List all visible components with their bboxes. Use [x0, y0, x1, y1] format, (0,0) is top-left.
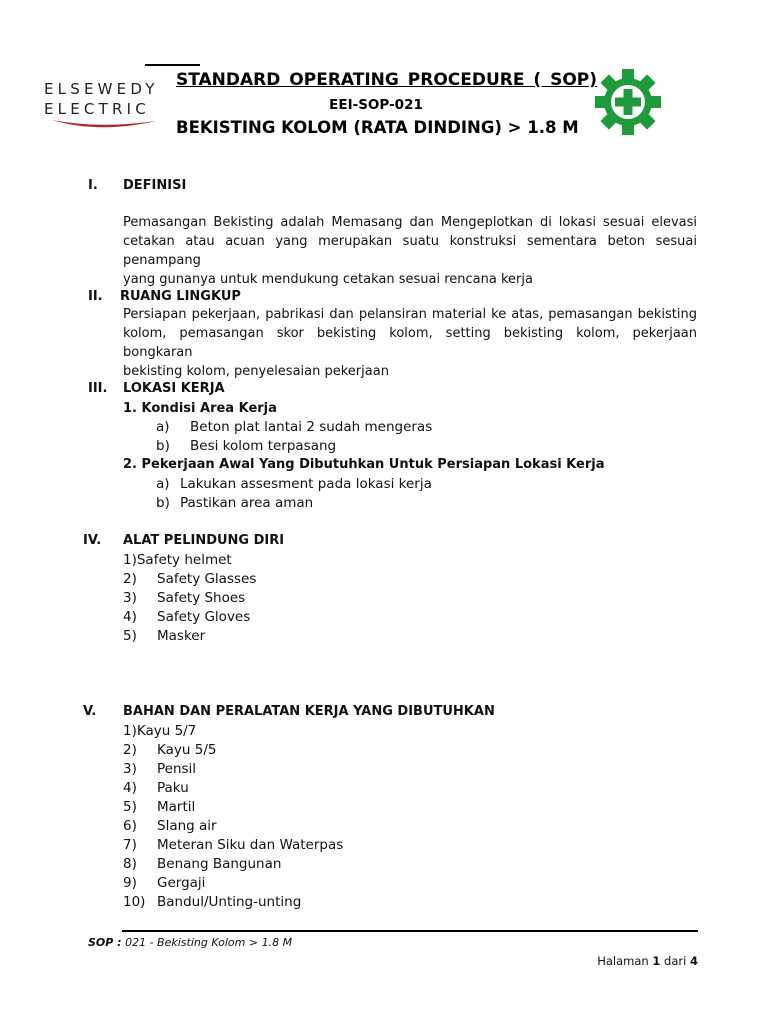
- item-mark: 5): [123, 799, 137, 815]
- item-mark: 2): [123, 742, 137, 758]
- section-3-title: LOKASI KERJA: [123, 381, 225, 396]
- item-mark: 4): [123, 780, 137, 796]
- footer-sop-text: 021 - Bekisting Kolom > 1.8 M: [121, 936, 293, 949]
- logo-line-1: ELSEWEDY: [44, 80, 159, 98]
- item-text: Lakukan assesment pada lokasi kerja: [180, 476, 432, 492]
- item-text: Besi kolom terpasang: [190, 438, 337, 454]
- list-item: [123, 875, 343, 894]
- item-mark: 4): [123, 609, 137, 625]
- list-item: [123, 894, 343, 913]
- section-4-item-2: [123, 571, 256, 587]
- item-text: Safety Gloves: [157, 609, 251, 625]
- list-item: [123, 761, 343, 780]
- section-4-item-4: [123, 609, 250, 625]
- section-3-sub-1-item-b: [156, 438, 336, 454]
- top-rule: [145, 64, 200, 66]
- item-text: Slang air: [157, 818, 217, 834]
- item-mark: 10): [123, 894, 146, 910]
- section-4-item-1: 1)Safety helmet: [123, 552, 232, 568]
- section-1-line-1: Pemasangan Bekisting adalah Memasang dan Mengeplotkan di lokasi sesuai elevasi: [123, 215, 697, 230]
- document-code: EEI-SOP-021: [329, 97, 423, 113]
- page-total: 4: [689, 954, 698, 968]
- section-5-title: BAHAN DAN PERALATAN KERJA YANG DIBUTUHKAN: [123, 704, 495, 719]
- section-4-item-3: [123, 590, 245, 606]
- document-title: STANDARD OPERATING PROCEDURE ( SOP): [176, 70, 598, 90]
- section-3-number: III.: [88, 381, 108, 396]
- section-5-item-1: 1)Kayu 5/7: [123, 723, 197, 739]
- section-2-line-3: bekisting kolom, penyelesaian pekerjaan: [123, 364, 389, 379]
- section-1-body: [123, 213, 697, 289]
- item-text: Pensil: [157, 761, 197, 777]
- item-text: Kayu 5/5: [157, 742, 217, 758]
- item-mark: b): [156, 438, 170, 454]
- item-mark: 3): [123, 761, 137, 777]
- section-1-number: I.: [88, 178, 98, 193]
- footer-rule: [122, 930, 698, 932]
- document-subtitle: BEKISTING KOLOM (RATA DINDING) > 1.8 M: [176, 118, 579, 137]
- item-text: Meteran Siku dan Waterpas: [157, 837, 344, 853]
- item-text: Safety Glasses: [157, 571, 257, 587]
- section-3-sub-1: 1. Kondisi Area Kerja: [123, 401, 277, 416]
- section-4-title: ALAT PELINDUNG DIRI: [123, 533, 285, 548]
- list-item: [123, 818, 343, 837]
- section-2-number: II.: [88, 289, 103, 304]
- section-2-line-2: kolom, pemasangan skor bekisting kolom, setting bekisting kolom, pekerjaan bongkaran: [123, 326, 697, 360]
- section-1-line-3: yang gunanya untuk mendukung cetakan sesuai rencana kerja: [123, 272, 533, 287]
- list-item: [123, 856, 343, 875]
- item-mark: b): [156, 495, 170, 511]
- page-separator: dari: [664, 954, 687, 968]
- item-mark: 2): [123, 571, 137, 587]
- item-mark: a): [156, 476, 170, 492]
- item-text: Pastikan area aman: [180, 495, 314, 511]
- safety-gear-cross-icon: [594, 68, 662, 136]
- page-label: Halaman: [597, 954, 649, 968]
- item-mark: 9): [123, 875, 137, 891]
- section-2-body: [123, 305, 697, 381]
- item-text: Paku: [157, 780, 189, 796]
- section-3-sub-2-item-b: [156, 495, 313, 511]
- logo-swoosh-icon: [44, 118, 162, 132]
- item-text: Bandul/Unting-unting: [157, 894, 302, 910]
- item-mark: 7): [123, 837, 137, 853]
- logo-line-2: ELECTRIC: [44, 100, 150, 118]
- list-item: [123, 837, 343, 856]
- section-5-list: [123, 742, 343, 913]
- list-item: [123, 742, 343, 761]
- section-2-line-1: Persiapan pekerjaan, pabrikasi dan pelansiran material ke atas, pemasangan bekisting: [123, 307, 697, 322]
- item-mark: a): [156, 419, 170, 435]
- page-current: 1: [652, 954, 661, 968]
- item-text: Beton plat lantai 2 sudah mengeras: [190, 419, 433, 435]
- item-text: Benang Bangunan: [157, 856, 282, 872]
- list-item: [123, 799, 343, 818]
- item-text: Masker: [157, 628, 206, 644]
- section-3-sub-1-item-a: [156, 419, 432, 435]
- section-1-line-2: cetakan atau acuan yang merupakan suatu konstruksi sementara beton sesuai penampang: [123, 234, 697, 268]
- section-4-number: IV.: [83, 533, 102, 548]
- section-1-title: DEFINISI: [123, 178, 187, 193]
- item-text: Safety Shoes: [157, 590, 246, 606]
- footer-sop-label: SOP :: [88, 936, 122, 949]
- footer-page-number: [597, 954, 698, 968]
- item-text: Gergaji: [157, 875, 206, 891]
- item-text: Martil: [157, 799, 196, 815]
- section-4-item-5: [123, 628, 205, 644]
- section-3-sub-2-item-a: [156, 476, 432, 492]
- item-mark: 3): [123, 590, 137, 606]
- section-5-number: V.: [83, 704, 97, 719]
- item-mark: 5): [123, 628, 137, 644]
- list-item: [123, 780, 343, 799]
- item-mark: 8): [123, 856, 137, 872]
- company-logo: [44, 80, 162, 132]
- footer-sop-ref: [88, 936, 292, 949]
- section-2-title: RUANG LINGKUP: [120, 289, 241, 304]
- section-3-sub-2: 2. Pekerjaan Awal Yang Dibutuhkan Untuk Persiapan Lokasi Kerja: [123, 457, 605, 472]
- item-mark: 6): [123, 818, 137, 834]
